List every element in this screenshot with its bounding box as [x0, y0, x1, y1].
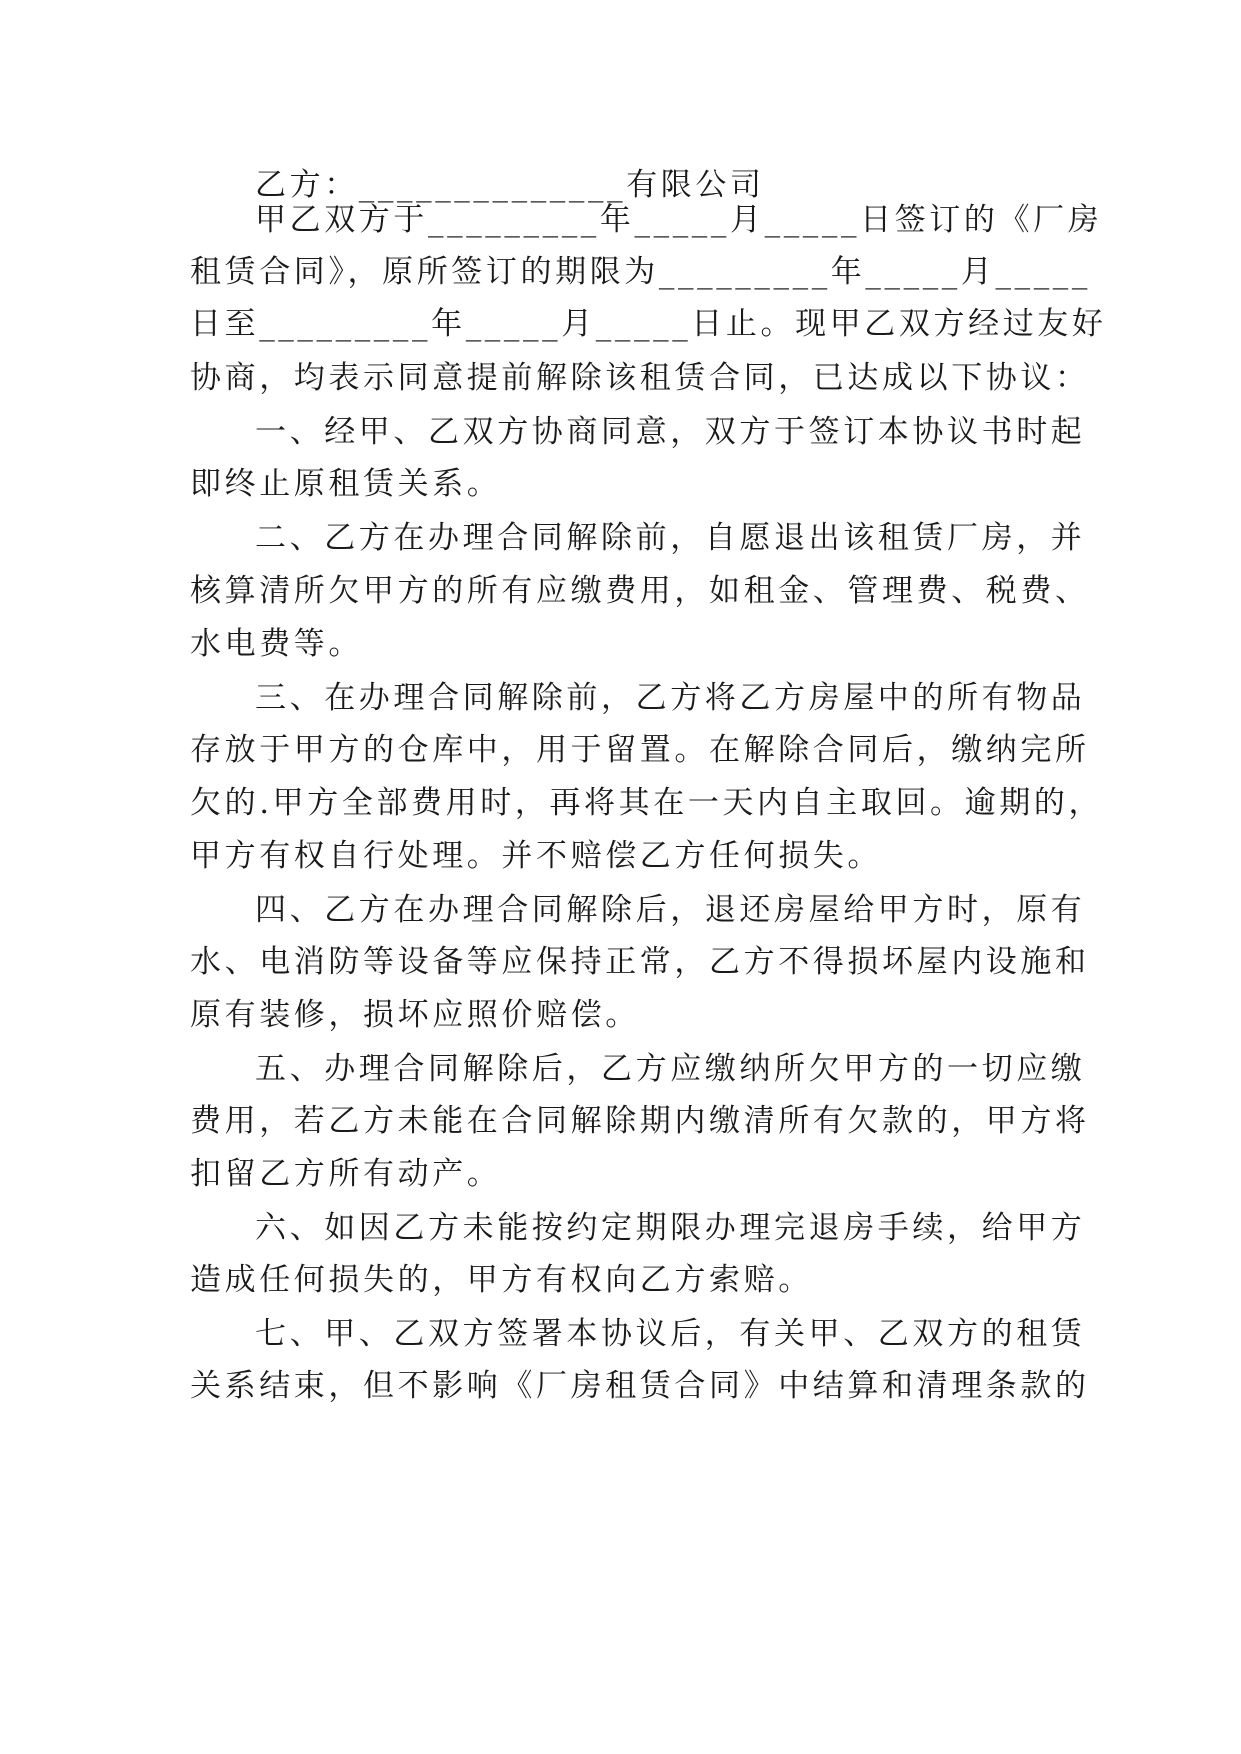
clause-5-line: 五、办理合同解除后，乙方应缴纳所欠甲方的一切应缴 [255, 1051, 1086, 1087]
clause-5-line: 费用，若乙方未能在合同解除期内缴清所有欠款的，甲方将 [190, 1103, 1090, 1139]
clause-2-line: 水电费等。 [190, 626, 363, 662]
clause-7-line: 关系结束，但不影响《厂房租赁合同》中结算和清理条款的 [190, 1368, 1090, 1404]
clause-1-line: 一、经甲、乙双方协商同意，双方于签订本协议书时起 [255, 414, 1086, 450]
clause-5-line: 扣留乙方所有动产。 [190, 1156, 502, 1192]
paragraph-line: 甲乙双方于_________年_____月_____日签订的《厂房 [255, 202, 1103, 238]
clause-7-line: 七、甲、乙双方签署本协议后，有关甲、乙双方的租赁 [255, 1316, 1086, 1352]
clause-3-line: 欠的.甲方全部费用时，再将其在一天内自主取回。逾期的， [190, 785, 1104, 821]
clause-2-line: 核算清所欠甲方的所有应缴费用，如租金、管理费、税费、 [190, 573, 1090, 609]
party-b-line: 乙方：______________有限公司 [255, 167, 765, 203]
clause-3-line: 甲方有权自行处理。并不赔偿乙方任何损失。 [190, 838, 882, 874]
paragraph-line: 协商，均表示同意提前解除该租赁合同，已达成以下协议： [190, 360, 1090, 396]
clause-6-line: 六、如因乙方未能按约定期限办理完退房手续，给甲方 [255, 1210, 1086, 1246]
paragraph-line: 日至_________年_____月_____日止。现甲乙双方经过友好 [190, 306, 1107, 342]
clause-1-line: 即终止原租赁关系。 [190, 466, 502, 502]
clause-4-line: 水、电消防等设备等应保持正常，乙方不得损坏屋内设施和 [190, 944, 1090, 980]
paragraph-line: 租赁合同》，原所签订的期限为_________年_____月_____ [190, 254, 1091, 290]
clause-4-line: 四、乙方在办理合同解除后，退还房屋给甲方时，原有 [255, 892, 1086, 928]
clause-3-line: 存放于甲方的仓库中，用于留置。在解除合同后，缴纳完所 [190, 732, 1090, 768]
clause-3-line: 三、在办理合同解除前，乙方将乙方房屋中的所有物品 [255, 680, 1086, 716]
clause-6-line: 造成任何损失的，甲方有权向乙方索赔。 [190, 1262, 813, 1298]
clause-2-line: 二、乙方在办理合同解除前，自愿退出该租赁厂房，并 [255, 520, 1086, 556]
clause-4-line: 原有装修，损坏应照价赔偿。 [190, 997, 640, 1033]
